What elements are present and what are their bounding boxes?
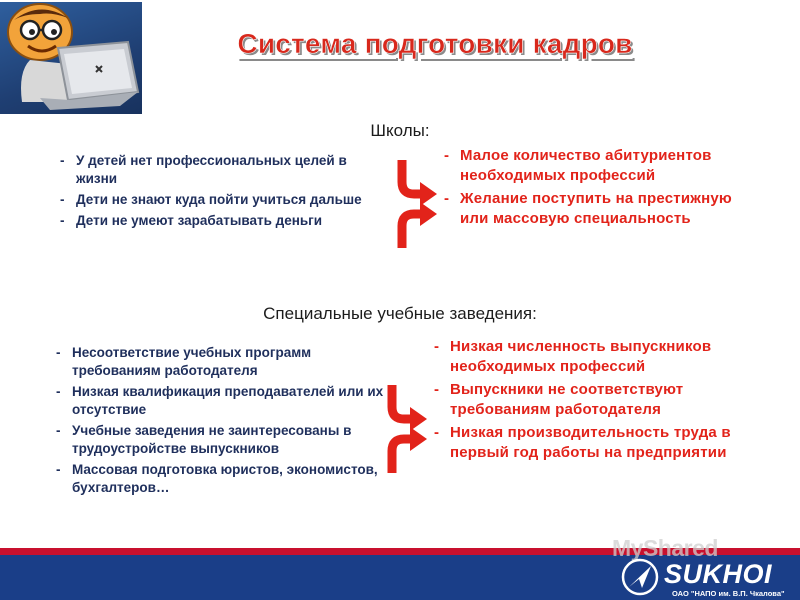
list-item: - Учебные заведения не заинтересованы в трудоустройстве выпускников — [56, 422, 386, 458]
institutions-arrows-icon — [383, 379, 431, 477]
schools-heading: Школы: — [370, 121, 430, 140]
list-item: - У детей нет профессиональных целей в жизни — [60, 152, 380, 188]
institutions-effects-list — [434, 337, 744, 466]
page-title: Система подготовки кадров — [237, 28, 633, 59]
list-item: - Низкая производительность труда в первый год работы на предприятии — [434, 423, 744, 463]
list-item: - Дети не знают куда пойти учиться дальше — [60, 191, 380, 209]
logo-student-laptop-icon — [0, 2, 142, 114]
watermark: MyShared — [612, 535, 718, 561]
list-item: - Низкая квалификация преподавателей или их отсутствие — [56, 383, 386, 419]
institutions-heading: Специальные учебные заведения: — [263, 304, 537, 323]
brand-name: SUKHOI — [664, 559, 773, 589]
list-item: - Выпускники не соответствуют требованиям работодателя — [434, 380, 744, 420]
sukhoi-brand — [614, 553, 800, 600]
list-item: - Малое количество абитуриентов необходимых профессий — [444, 146, 744, 186]
list-item: - Низкая численность выпускников необходимых профессий — [434, 337, 744, 377]
list-item: - Массовая подготовка юристов, экономистов, бухгалтеров… — [56, 461, 386, 497]
company-name: ОАО "НАПО им. В.П. Чкалова" — [672, 589, 785, 598]
institutions-causes-list — [56, 344, 386, 500]
schools-effects-list — [444, 146, 744, 232]
schools-causes-list — [60, 152, 380, 233]
list-item: - Несоответствие учебных программ требованиям работодателя — [56, 344, 386, 380]
sukhoi-emblem-icon — [620, 557, 660, 597]
list-item: - Желание поступить на престижную или массовую специальность — [444, 189, 744, 229]
list-item: - Дети не умеют зарабатывать деньги — [60, 212, 380, 230]
schools-arrows-icon — [393, 154, 441, 252]
